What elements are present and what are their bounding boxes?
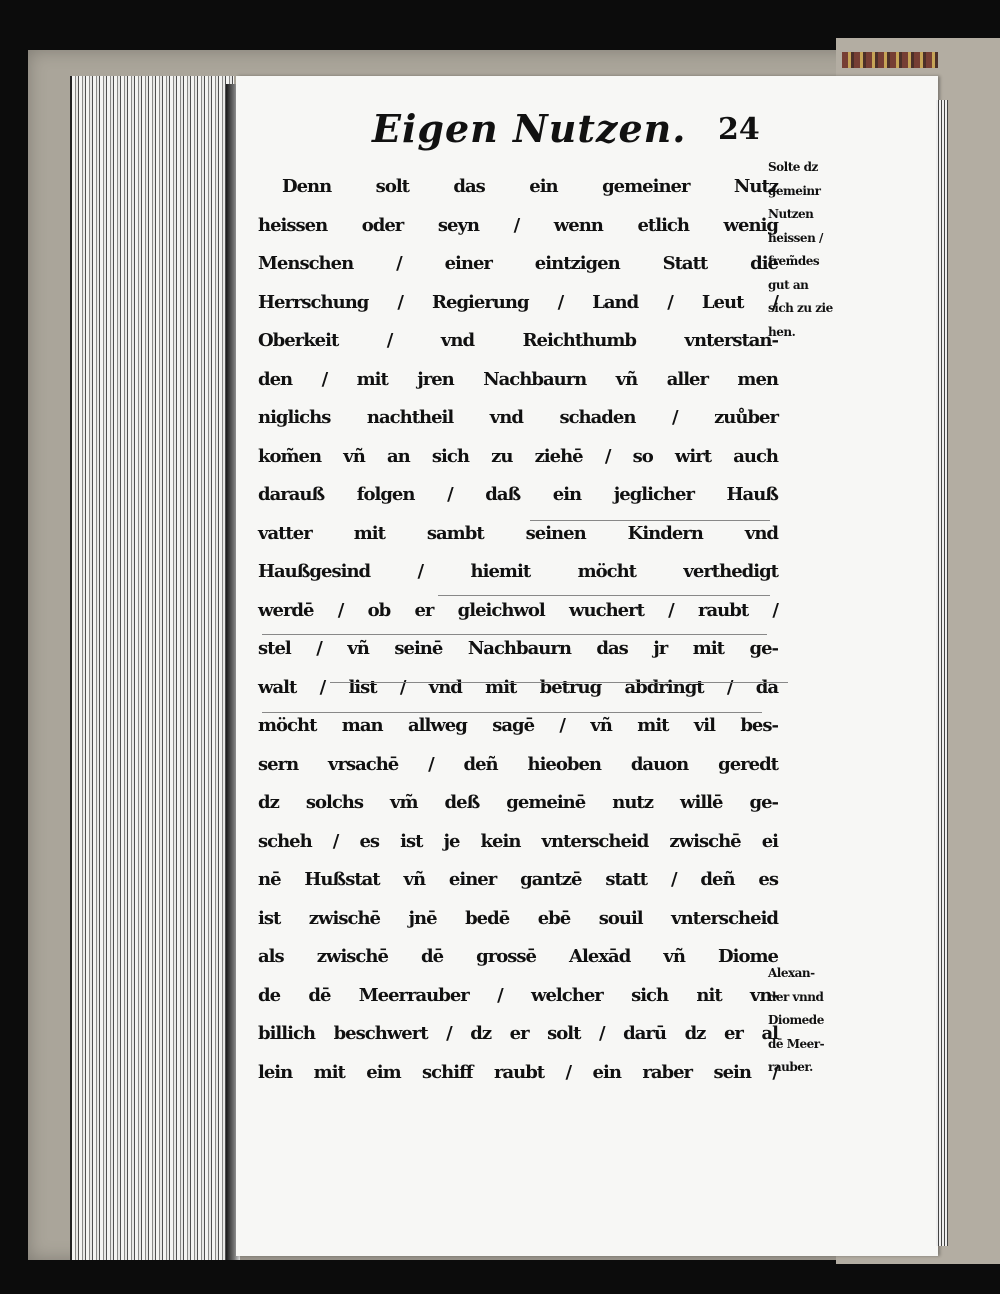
margin-line: frem̃des — [768, 254, 820, 268]
margin-line: dē Meer- — [768, 1036, 825, 1051]
text-line: sern vrsachē / deñ hieoben dauon geredt — [258, 753, 778, 775]
margin-line: gut an — [768, 277, 809, 292]
pencil-underline — [530, 520, 770, 521]
text-line: Herrschung / Regierung / Land / Leut / — [258, 291, 778, 313]
bookmark-ribbon — [842, 52, 938, 68]
page-number: 24 — [718, 112, 760, 147]
text-line: vatter mit sambt seinen Kindern vnd — [258, 522, 778, 544]
margin-line: Nutzen — [768, 207, 814, 221]
text-line: billich beschwert / dz er solt / darū dz er al — [258, 1023, 778, 1044]
page-outer-edge — [936, 100, 948, 1246]
text-line: nē Hußstat vñ einer gantzē statt / deñ es — [258, 869, 778, 890]
margin-note-common-good — [768, 156, 898, 344]
margin-line: rauber. — [768, 1060, 813, 1074]
text-line: den / mit jren Nachbaurn vñ aller men — [258, 368, 778, 390]
text-line: Menschen / einer eintzigen Statt die — [258, 253, 778, 274]
text-line: Denn solt das ein gemeiner Nutz — [282, 176, 778, 197]
text-line: de dē Meerrauber / welcher sich nit vn- — [258, 984, 778, 1006]
text-line: scheh / es ist je kein vnterscheid zwischē ei — [258, 830, 778, 852]
text-line: dz solchs vm̃ deß gemeinē nutz willē ge- — [258, 792, 778, 813]
running-title: Eigen Nutzen. — [372, 106, 687, 151]
pencil-underline — [262, 712, 762, 713]
text-line: werdē / ob er gleichwol wuchert / raubt / — [258, 599, 778, 621]
margin-line: gemeinr — [768, 183, 821, 198]
page-stack-edges — [70, 76, 234, 1260]
text-line: möcht man allweg sagē / vñ mit vil bes- — [258, 715, 778, 736]
pencil-underline — [330, 682, 788, 683]
margin-line: der vnnd — [768, 989, 824, 1004]
margin-line: Diomede — [768, 1013, 824, 1027]
text-line: darauß folgen / daß ein jeglicher Hauß — [258, 484, 778, 505]
text-line: Haußgesind / hiemit möcht verthedigt — [258, 561, 778, 582]
text-line: Oberkeit / vnd Reichthumb vnterstan- — [258, 330, 778, 351]
text-line: kom̃en vñ an sich zu ziehē / so wirt auch — [258, 445, 778, 467]
text-line: als zwischē dē grossē Alexād vñ Diome — [258, 946, 778, 967]
pencil-underline — [262, 634, 767, 635]
text-line: niglichs nachtheil vnd schaden / zuůber — [258, 407, 778, 428]
text-line: stel / vñ seinē Nachbaurn das jr mit ge- — [258, 638, 778, 659]
margin-line: Solte dz — [768, 160, 818, 174]
margin-line: hen. — [768, 324, 796, 339]
text-line: ist zwischē jnē bedē ebē souil vnterscheid — [258, 907, 778, 929]
margin-line: sich zu zie — [768, 301, 833, 315]
text-line: walt / list / vnd mit betrug abdringt / da — [258, 676, 778, 698]
pencil-underline — [438, 595, 770, 596]
margin-line: heissen / — [768, 230, 823, 245]
margin-line: Alexan- — [768, 966, 815, 980]
body-text — [258, 168, 778, 1092]
text-line: lein mit eim schiff raubt / ein raber sein / — [258, 1061, 778, 1083]
margin-note-alexander — [768, 962, 898, 1080]
text-line: heissen oder seyn / wenn etlich wenig — [258, 214, 778, 236]
